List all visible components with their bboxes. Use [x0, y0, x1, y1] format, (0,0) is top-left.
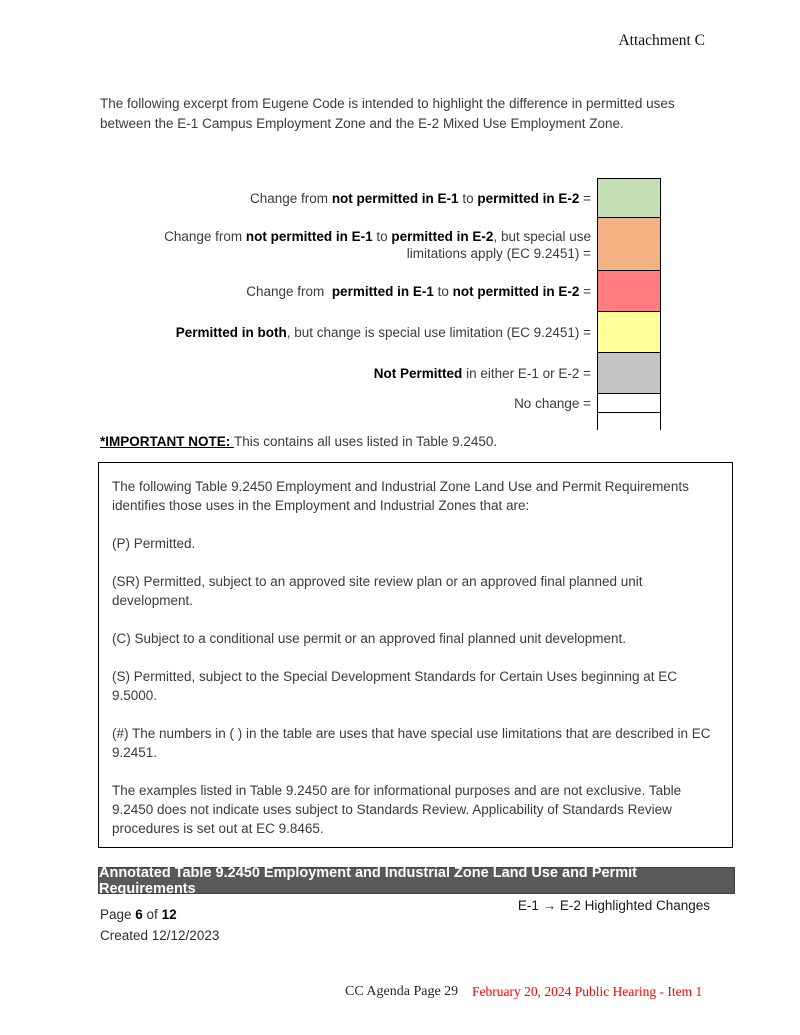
info-paragraph: (C) Subject to a conditional use permit or an approved final planned unit development.	[112, 631, 627, 646]
legend-text-segment: to	[433, 284, 453, 299]
legend-text-segment: not permitted in E-1	[245, 228, 373, 244]
page-info	[100, 904, 219, 946]
legend-text-segment: permitted in E-2	[391, 228, 494, 244]
swatch-permitted-with-limitations	[597, 218, 661, 271]
cc-agenda-page-label: CC Agenda Page 29	[345, 984, 459, 999]
legend-text-segment: permitted in E-2	[477, 190, 580, 206]
legend-row	[132, 271, 661, 312]
table-intro-box	[98, 462, 733, 848]
legend-row	[132, 178, 661, 218]
public-hearing-label: February 20, 2024 Public Hearing - Item 1	[472, 984, 703, 999]
created-date: Created 12/12/2023	[100, 928, 220, 943]
important-note-text: This contains all uses listed in Table 9.2450.	[234, 434, 498, 449]
legend-text-segment: Change from	[164, 228, 246, 244]
swatch-permitted-both-limitation	[597, 312, 661, 353]
legend-row-label	[132, 312, 597, 353]
of-word: of	[142, 907, 162, 922]
page-number: 6	[135, 907, 143, 922]
legend-text-segment: Change from	[250, 190, 332, 206]
info-paragraph: (SR) Permitted, subject to an approved site review plan or an approved final planned unit development.	[112, 574, 643, 608]
swatch-no-change-partial	[597, 413, 661, 430]
legend-text-segment: , but change is special use limitation (EC 9.2451) =	[286, 325, 591, 340]
legend-text-segment: Not Permitted	[373, 366, 463, 381]
page-total: 12	[161, 907, 177, 922]
legend-row-label	[132, 218, 597, 271]
legend-text-segment: , but special use limitations apply (EC 9.2451) =	[406, 228, 595, 261]
info-paragraph: The examples listed in Table 9.2450 are for informational purposes and are not exclusive. Table 9.2450 does not indicate uses subject to Standards Review. Applicability of Standards Review procedures is set out at EC 9.8465.	[112, 783, 682, 836]
legend-row	[132, 394, 661, 413]
important-note	[100, 433, 720, 451]
legend-text-segment: to	[372, 228, 392, 244]
important-note-label: *IMPORTANT NOTE:	[100, 434, 234, 449]
legend-text-segment: =	[579, 284, 591, 299]
intro-paragraph: The following excerpt from Eugene Code is intended to highlight the difference in permitted uses between the E-1 Campus Employment Zone and the E-2 Mixed Use Employment Zone.	[100, 96, 675, 131]
page-word: Page	[100, 907, 136, 922]
info-paragraph: The following Table 9.2450 Employment and Industrial Zone Land Use and Permit Requirements identifies those uses in the Employment and Industrial Zones that are:	[112, 479, 689, 513]
legend-text-segment: in either E-1 or E-2 =	[462, 366, 591, 381]
legend-row-label	[132, 353, 597, 394]
legend-text-segment: No change =	[514, 396, 591, 411]
info-paragraph: (#) The numbers in ( ) in the table are uses that have special use limitations that are described in EC 9.2451.	[112, 726, 711, 760]
annotated-table-banner: Annotated Table 9.2450 Employment and Industrial Zone Land Use and Permit Requirements	[98, 867, 735, 894]
legend-text-segment: to	[458, 190, 478, 206]
legend-text-segment: not permitted in E-1	[331, 190, 459, 206]
attachment-label: Attachment C	[618, 32, 705, 49]
color-legend	[132, 178, 661, 430]
info-paragraph: (P) Permitted.	[112, 536, 196, 551]
swatch-no-change	[597, 394, 661, 413]
swatch-now-permitted	[597, 178, 661, 218]
legend-text-segment: permitted in E-1	[331, 284, 434, 299]
legend-text-segment: Permitted in both	[175, 325, 287, 340]
legend-row-label	[132, 394, 597, 413]
legend-row-label	[132, 271, 597, 312]
info-paragraph: (S) Permitted, subject to the Special Development Standards for Certain Uses beginning at EC 9.5000.	[112, 669, 678, 703]
legend-text-segment: Change from	[246, 284, 332, 299]
legend-row	[132, 218, 661, 271]
legend-text-segment: =	[579, 190, 591, 206]
legend-row-label	[132, 178, 597, 218]
highlighted-changes-label: E-1 → E-2 Highlighted Changes	[517, 898, 710, 913]
legend-row	[132, 353, 661, 394]
swatch-not-permitted-either	[597, 353, 661, 394]
legend-text-segment: not permitted in E-2	[452, 284, 580, 299]
swatch-no-longer-permitted	[597, 271, 661, 312]
page-number-line	[100, 904, 219, 925]
legend-row	[132, 312, 661, 353]
